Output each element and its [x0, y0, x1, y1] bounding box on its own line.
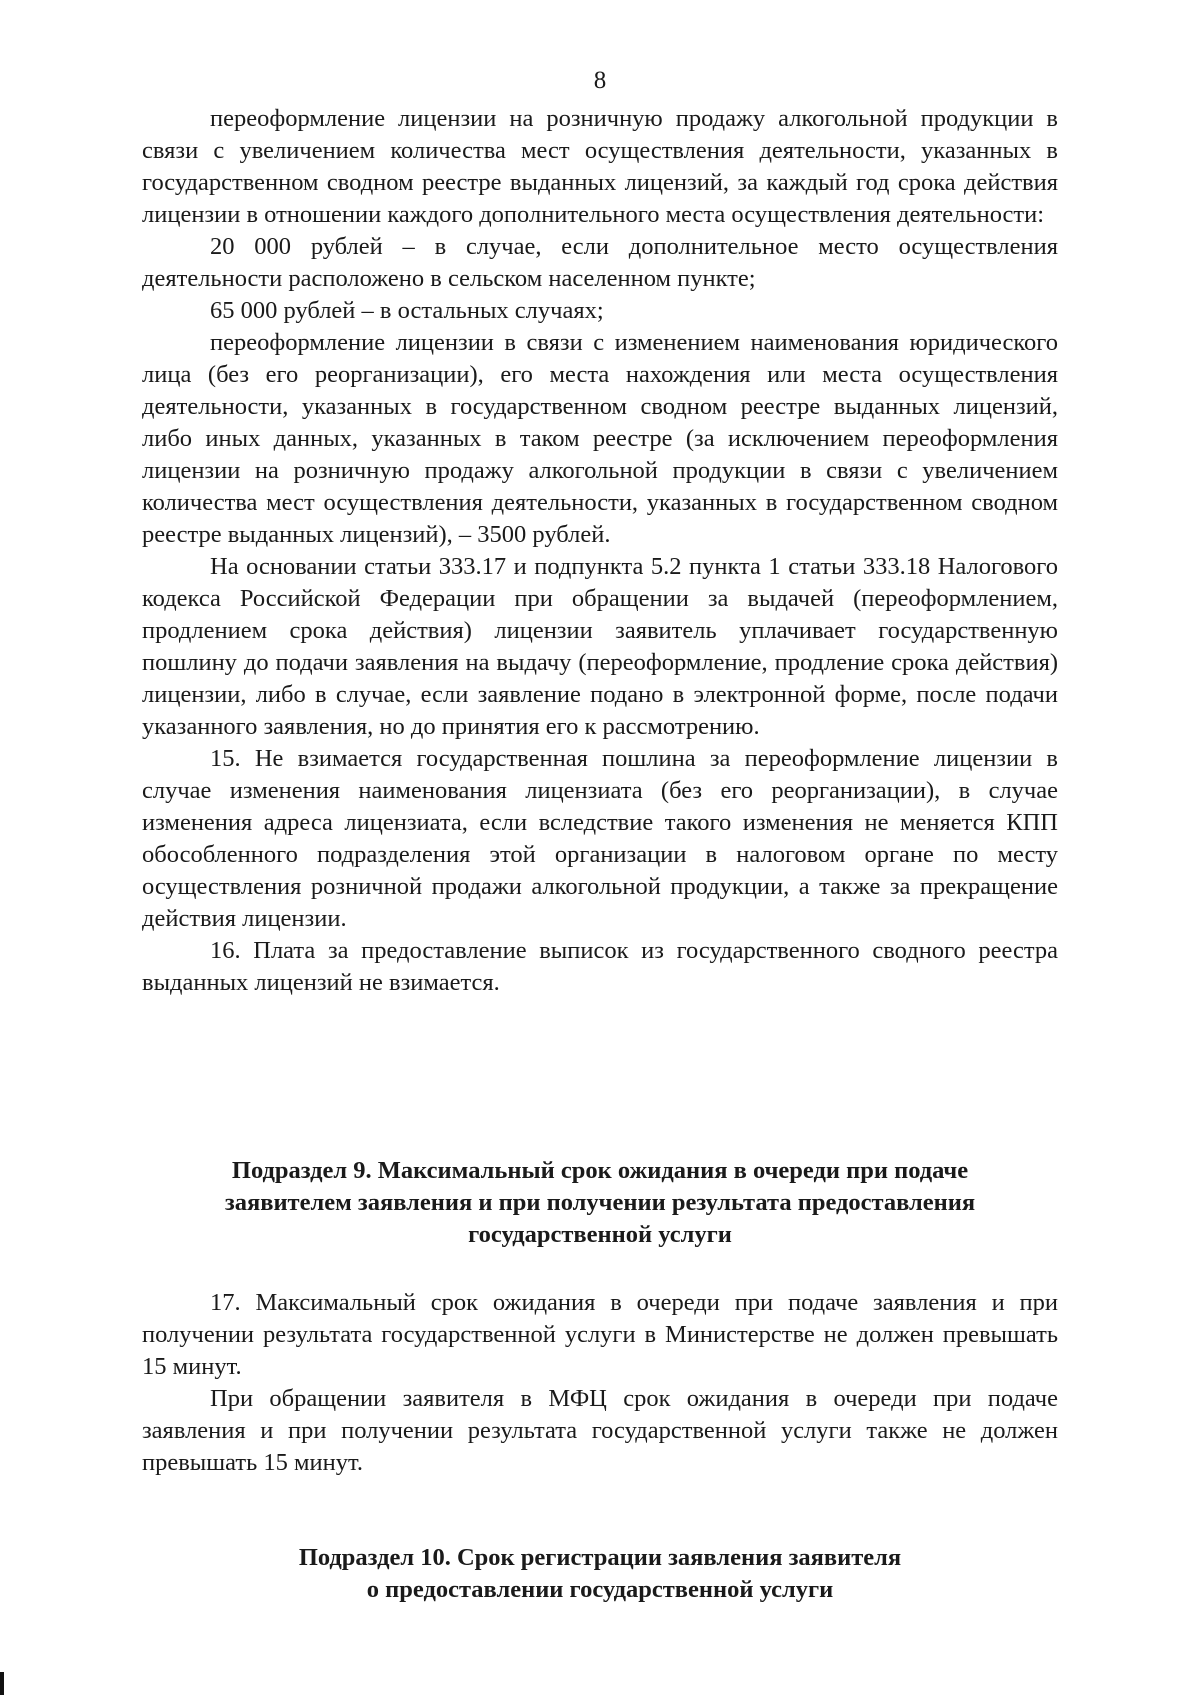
heading-line: о предоставлении государственной услуги — [366, 1576, 834, 1603]
heading-line: заявителем заявления и при получении результата предоставления — [224, 1189, 976, 1216]
body-text-mid — [142, 1287, 1058, 1479]
paragraph-reissue-name-change: переоформление лицензии в связи с изменением наименования юридического лица (без его реорганизации), его места нахождения или места осуществления деятельности, указанных в государственном сводном реестре выданных лицензий, либо иных данных, указанных в таком реестре (за исключением переоформления лицензии на розничную продажу алкогольной продукции в связи с увеличением количества мест осуществления деятельности, указанных в государственном сводном реестре выданных лицензий), – 3500 рублей. — [142, 329, 1058, 548]
heading-subsection-10 — [142, 1542, 1058, 1606]
body-text-top — [142, 103, 1058, 999]
paragraph-item-15: 15. Не взимается государственная пошлина за переоформление лицензии в случае изменения наименования лицензиата (без его реорганизации), в случае изменения адреса лицензиата, если вследствие такого изменения не меняется КПП обособленного подразделения этой организации в налоговом органе по месту осуществления розничной продажи алкогольной продукции, а также за прекращение действия лицензии. — [142, 745, 1058, 932]
paragraph-reissue-license: переоформление лицензии на розничную продажу алкогольной продукции в связи с увеличением количества мест осуществления деятельности, указанных в государственном сводном реестре выданных лицензий, за каждый год срока действия лицензии в отношении каждого дополнительного места осуществления деятельности: — [142, 105, 1058, 228]
paragraph-mfc-wait: При обращении заявителя в МФЦ срок ожидания в очереди при подаче заявления и при получении результата государственной услуги также не должен превышать 15 минут. — [142, 1385, 1058, 1476]
paragraph-fee-other: 65 000 рублей – в остальных случаях; — [210, 297, 604, 324]
heading-line: Подраздел 10. Срок регистрации заявления заявителя — [298, 1544, 902, 1571]
paragraph-item-17: 17. Максимальный срок ожидания в очереди при подаче заявления и при получении результата государственной услуги в Министерстве не должен превышать 15 минут. — [142, 1289, 1058, 1380]
heading-line: Подраздел 9. Максимальный срок ожидания в очереди при подаче — [231, 1157, 969, 1184]
paragraph-fee-rural: 20 000 рублей – в случае, если дополнительное место осуществления деятельности расположено в сельском населенном пункте; — [142, 233, 1058, 292]
heading-line: государственной услуги — [468, 1221, 732, 1248]
heading-subsection-9 — [142, 1155, 1058, 1251]
paragraph-tax-code: На основании статьи 333.17 и подпункта 5.2 пункта 1 статьи 333.18 Налогового кодекса Российской Федерации при обращении за выдачей (переоформлением, продлением срока действия) лицензии заявитель уплачивает государственную пошлину до подачи заявления на выдачу (переоформление, продление срока действия) лицензии, либо в случае, если заявление подано в электронной форме, после подачи указанного заявления, но до принятия его к рассмотрению. — [142, 553, 1058, 740]
paragraph-item-16: 16. Плата за предоставление выписок из государственного сводного реестра выданных лицензий не взимается. — [142, 937, 1058, 996]
scan-edge-mark — [0, 1672, 4, 1695]
page-number: 8 — [593, 67, 607, 94]
